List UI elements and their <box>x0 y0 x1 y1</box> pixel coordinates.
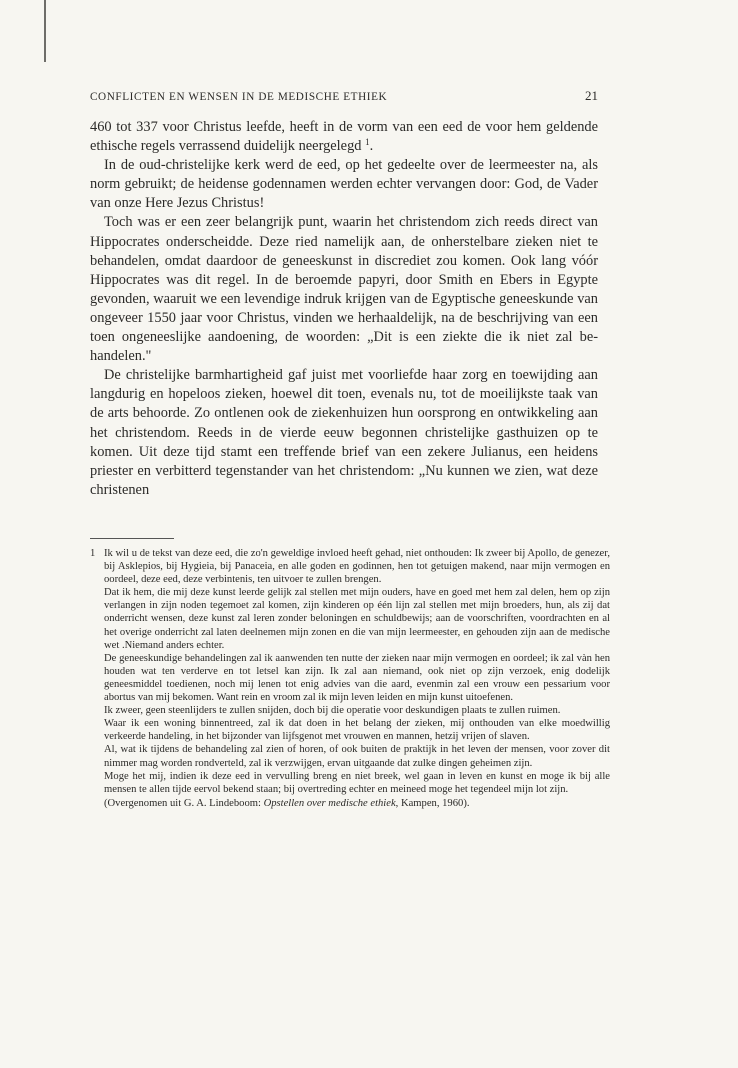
paragraph-3: Toch was er een zeer belangrijk punt, waarin het christendom zich reeds direct van Hippocrates onderscheidde. Deze ried namelijk aan, de onherstelbare zieken niet te behandelen, omdat daardoor de geneeskunst in discrediet zou komen. Ook lang vóór Hippocrates was dit regel. In de beroemde papyri, door Smith en Ebers in Egypte gevonden, waaruit we een levendige indruk krijgen van de Egyptische geneeskunde van ongeveer 1550 jaar voor Christus, vinden we herhaaldelijk, na de beschrijving van een toen ongeneeslijke aandoening, de woorden: „Dit is een ziekte die ik niet zal behandelen." <box>90 214 598 365</box>
page-edge-line <box>44 0 46 62</box>
footnote-paragraph: Dat ik hem, die mij deze kunst leerde gelijk zal stellen met mijn ouders, have en goed met hem zal delen, hem op zijn verlangen in zijn noden tegemoet zal komen, zijn kinderen op één lijn zal stellen met mijn broeders, hun, als zij dat onderricht wensen, deze kunst zal leren zonder beloningen en schuldbewijs; aan de voorschriften, voordrachten en al het overige onderricht zal laten deelnemen mijn zonen en die van mijn leermeester, en gehouden zijn aan de medische wet .Niemand anders echter. <box>104 587 610 651</box>
footnote-divider <box>90 538 174 539</box>
paragraph-4: De christelijke barmhartigheid gaf juist met voorliefde haar zorg en toewijding aan langdurig en hopeloos zieken, hoewel dit toen, evenals nu, tot de moeilijkste taak van de arts behoorde. Zo ontlenen ook de ziekenhuizen hun oorsprong en ontwikkeling aan het christendom. Reeds in de vierde eeuw begonnen christelijke gasthuizen op te komen. Uit deze tijd stamt een treffende brief van een zekere Julianus, een heidens priester en verbitterd tegenstander van het christendom: „Nu kunnen we zien, wat deze christenen <box>90 367 598 498</box>
citation-suffix: , Kampen, 1960). <box>395 797 470 809</box>
page-number: 21 <box>585 88 598 103</box>
footnote-paragraph: De geneeskundige behandelingen zal ik aanwenden ten nutte der zieken naar mijn vermogen en oordeel; ik zal vàn hen houden wat ten verderve en tot letsel kan zijn. Ik zal aan niemand, ook niet op zijn verzoek, enig dodelijk geneesmiddel toedienen, noch mij lenen tot enig advies van die aard, evenmin zal een vrouw een pessarium voor abortus van mij bekomen. Want rein en vroom zal ik mijn leven leiden en mijn kunst uitoefenen. <box>104 652 610 704</box>
footnote-number: 1 <box>90 548 96 559</box>
footnote-reference[interactable]: 1 <box>365 137 370 148</box>
footnote-paragraph-text: Ik wil u de tekst van deze eed, die zo'n geweldige invloed heeft gehad, niet onthouden: Ik zweer bij Apollo, de genezer, bij Asklepios, bij Hygieia, bij Panaceia, en alle goden en godinnen, hen tot getuigen makend, naar mijn vermogen en oordeel, deze eed, deze verbintenis, ten uitvoer te zullen brengen. <box>104 548 610 586</box>
footnote-paragraph: Ik zweer, geen steenlijders te zullen snijden, doch bij die operatie voor deskundigen plaats te zullen ruimen. <box>104 705 561 717</box>
footnote-paragraph: Moge het mij, indien ik deze eed in vervulling breng en niet breek, wel gaan in leven en kunst en moge ik bij alle mensen te allen tijde eervol bekend staan; bij overtreding echter en meineed moge het tegendeel mijn lot zijn. <box>104 770 610 795</box>
footnote-paragraph: Waar ik een woning binnentreed, zal ik dat doen in het belang der zieken, mij onthouden van elke moedwillig verkeerde handeling, in het bijzonder van lijfsgenot met vrouwen en mannen, hetzij vrijen of slaven. <box>104 718 610 743</box>
citation-prefix: (Overgenomen uit G. A. Lindeboom: <box>104 797 264 809</box>
footnote-citation <box>90 797 610 810</box>
footnote-paragraph: Al, wat ik tijdens de behandeling zal zien of horen, of ook buiten de praktijk in het leven der mensen, voor zover dit nimmer mag worden rondverteld, zal ik verzwijgen, ervan uitgaande dat zulke dingen geheimen zijn. <box>104 744 610 769</box>
footnote-section <box>90 547 610 810</box>
main-text <box>90 118 598 500</box>
paragraph-1-end: . <box>369 138 374 155</box>
citation-title: Opstellen over medische ethiek <box>263 797 396 809</box>
running-header <box>90 88 598 104</box>
paragraph-1 <box>90 118 598 156</box>
running-title: CONFLICTEN EN WENSEN IN DE MEDISCHE ETHIEK <box>90 91 388 103</box>
footnote-paragraph <box>90 547 610 586</box>
paragraph-1-text: 460 tot 337 voor Christus leefde, heeft in de vorm van een eed de voor hem geldende ethische regels verrassend duidelijk neergelegd <box>90 119 598 155</box>
paragraph-2: In de oud-christelijke kerk werd de eed, op het gedeelte over de leermeester na, als norm gebruikt; de heidense godennamen werden echter vervangen door: God, de Vader van onze Here Jezus Christus! <box>90 157 598 212</box>
